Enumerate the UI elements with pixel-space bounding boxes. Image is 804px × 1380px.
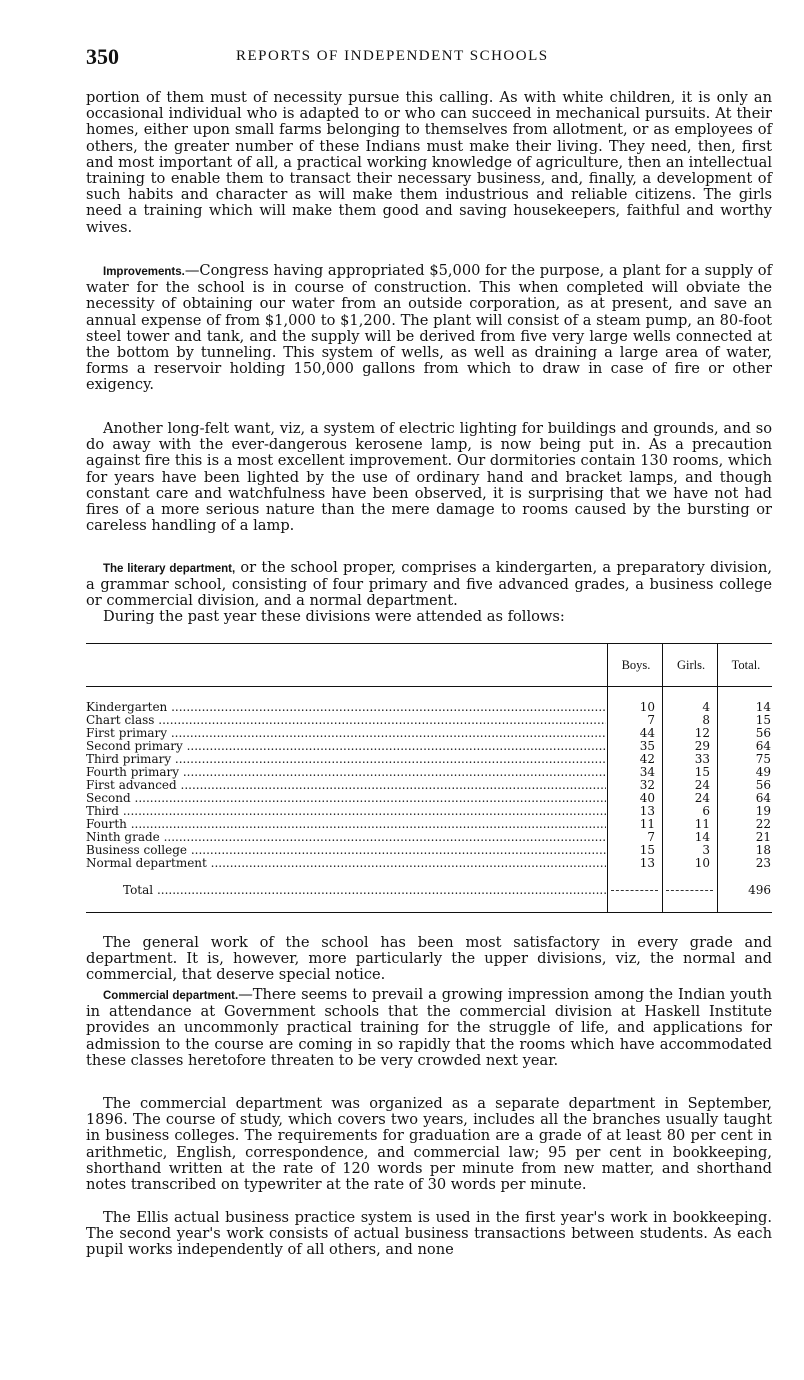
row-label: Business college ..... — [86, 844, 606, 857]
table-row — [86, 818, 772, 831]
girls-count: 12 — [694, 726, 710, 740]
girls-count: 33 — [694, 752, 710, 766]
column-header-total: Total. — [731, 658, 761, 672]
girls-count: 15 — [694, 765, 710, 779]
row-label: Fourth ..... — [86, 818, 606, 831]
row-label: Fourth primary ..... — [86, 766, 606, 779]
commercial-department-text: —There seems to prevail a growing impression among the Indian youth in attendance at Government schools that the commercial division at Haskell Institute provides an uncommonly practical training for the struggle of life, and applications for admission to the course are coming in so rapidly that the rooms which have accommodated these classes heretofore threaten to be very crowded next year. — [86, 986, 772, 1069]
total-label: Total ..... — [86, 884, 606, 897]
table-top-rule — [86, 643, 772, 644]
row-label: First advanced ..... — [86, 779, 606, 792]
total-count: 49 — [755, 765, 771, 779]
boys-count: 13 — [639, 856, 655, 870]
girls-count: 4 — [702, 700, 710, 714]
boys-count: 40 — [639, 791, 655, 805]
table-row — [86, 779, 772, 792]
table-row — [86, 857, 772, 870]
girls-count: 14 — [694, 830, 710, 844]
row-label: Second ..... — [86, 792, 606, 805]
total-count: 56 — [755, 778, 771, 792]
girls-count: 11 — [694, 817, 710, 831]
table-row — [86, 753, 772, 766]
table-row — [86, 792, 772, 805]
boys-count: 35 — [639, 739, 655, 753]
total-count: 75 — [755, 752, 771, 766]
girls-count: 24 — [694, 778, 710, 792]
paragraph-attendance-intro: During the past year these divisions were attended as follows: — [103, 608, 565, 625]
grand-total: 496 — [748, 883, 771, 897]
improvements-heading: Improvements. — [103, 266, 185, 278]
boys-count: 7 — [647, 830, 655, 844]
row-label: Normal department ..... — [86, 857, 606, 870]
total-count: 19 — [755, 804, 771, 818]
total-count: 18 — [755, 843, 771, 857]
table-row — [86, 805, 772, 818]
total-count: 56 — [755, 726, 771, 740]
boys-count: 10 — [639, 700, 655, 714]
literary-department-heading: The literary department, — [103, 563, 236, 575]
girls-count: 3 — [702, 843, 710, 857]
table-row — [86, 740, 772, 753]
boys-count: 11 — [639, 817, 655, 831]
dash-fill — [666, 890, 713, 891]
row-label: Third primary ..... — [86, 753, 606, 766]
boys-count: 44 — [639, 726, 655, 740]
paragraph-course-of-study: The commercial department was organized as a separate department in September, 1896. The course of study, which covers two years, includes all the branches usually taught in business colleges. The requirements for graduation are a grade of at least 80 per cent in arithmetic, English, correspondence, and commercial law; 95 per cent in bookkeeping, shorthand written at the rate of 120 words per minute from new matter, and shorthand notes transcribed on typewriter at the rate of 30 words per minute. — [86, 1095, 772, 1194]
column-header-girls: Girls. — [676, 658, 706, 672]
total-count: 21 — [755, 830, 771, 844]
table-row — [86, 714, 772, 727]
column-header-boys: Boys. — [621, 658, 651, 672]
total-count: 64 — [755, 791, 771, 805]
table-row — [86, 844, 772, 857]
paragraph-improvements — [86, 263, 772, 394]
table-row — [86, 701, 772, 714]
girls-count: 29 — [694, 739, 710, 753]
girls-count: 10 — [694, 856, 710, 870]
table-total-row — [86, 884, 772, 897]
paragraph-electric-lighting: Another long-felt want, viz, a system of electric lighting for buildings and grounds, and so do away with the ever-dangerous kerosene lamp, is now being put in. As a precaution against fire this is a most excellent improvement. Our dormitories contain 130 rooms, which for years have been lighted by the use of ordinary hand and bracket lamps, and though constant care and watchfulness have been observed, it is surprising that we have not had fires of a more serious nature than the mere damage to rooms caused by the bursting or careless handling of a lamp. — [86, 420, 772, 535]
dash-fill — [611, 890, 658, 891]
boys-count: 42 — [639, 752, 655, 766]
total-count: 22 — [755, 817, 771, 831]
girls-count: 6 — [702, 804, 710, 818]
boys-count: 34 — [639, 765, 655, 779]
paragraph-commercial-department — [86, 987, 772, 1069]
total-count: 15 — [755, 713, 771, 727]
paragraph-ellis-system: The Ellis actual business practice system is used in the first year's work in bookkeeping. The second year's work consists of actual business transactions between students. As each pupil works independently of all others, and none — [86, 1209, 772, 1259]
total-count: 64 — [755, 739, 771, 753]
commercial-department-heading: Commercial department. — [103, 990, 239, 1002]
boys-count: 15 — [639, 843, 655, 857]
total-count: 23 — [755, 856, 771, 870]
table-header-rule — [86, 686, 772, 687]
attendance-table — [86, 643, 772, 913]
row-label: Third ..... — [86, 805, 606, 818]
improvements-text: —Congress having appropriated $5,000 for the purpose, a plant for a supply of water for the school is in course of construction. This when completed will obviate the necessity of obtaining our water from an outside corporation, as at present, and save an annual expense of from $1,000 to $1,200. The plant will consist of a steam pump, an 80-foot steel tower and tank, and the supply will be derived from five very large wells connected at the bottom by tunneling. This system of wells, as well as draining a large area of water, forms a reservoir holding 150,000 gallons from which to draw in case of fire or other exigency. — [86, 262, 772, 394]
page-number: 350 — [86, 44, 119, 69]
row-label: Ninth grade ..... — [86, 831, 606, 844]
girls-count: 8 — [702, 713, 710, 727]
running-title: REPORTS OF INDEPENDENT SCHOOLS — [236, 48, 549, 64]
paragraph-literary-department — [86, 560, 772, 610]
boys-count: 7 — [647, 713, 655, 727]
table-row — [86, 831, 772, 844]
total-count: 14 — [755, 700, 771, 714]
paragraph-general-work: The general work of the school has been most satisfactory in every grade and department. It is, however, more particularly the upper divisions, viz, the normal and commercial, that deserve special notice. — [86, 934, 772, 984]
literary-department-text: or the school proper, comprises a kindergarten, a preparatory division, a grammar school, consisting of four primary and five advanced grades, a business college or commercial division, and a normal department. — [86, 559, 772, 610]
table-bottom-rule — [86, 912, 772, 913]
row-label: Chart class ..... — [86, 714, 606, 727]
page-header — [86, 44, 776, 70]
boys-count: 13 — [639, 804, 655, 818]
table-row — [86, 766, 772, 779]
table-row — [86, 727, 772, 740]
boys-count: 32 — [639, 778, 655, 792]
paragraph-agriculture: portion of them must of necessity pursue this calling. As with white children, it is only an occasional individual who is adapted to or who can succeed in mechanical pursuits. At their homes, either upon small farms belonging to themselves from allotment, or as employees of others, the greater number of these Indians must make their living. They need, then, first and most important of all, a practical working knowledge of agriculture, then an intellectual training to enable them to transact their necessary business, and, finally, a development of such habits and character as will make them industrious and reliable citizens. The girls need a training which will make them good and saving housekeepers, faithful and worthy wives. — [86, 89, 772, 236]
row-label: Second primary ..... — [86, 740, 606, 753]
girls-count: 24 — [694, 791, 710, 805]
row-label: Kindergarten ..... — [86, 701, 606, 714]
row-label: First primary ..... — [86, 727, 606, 740]
